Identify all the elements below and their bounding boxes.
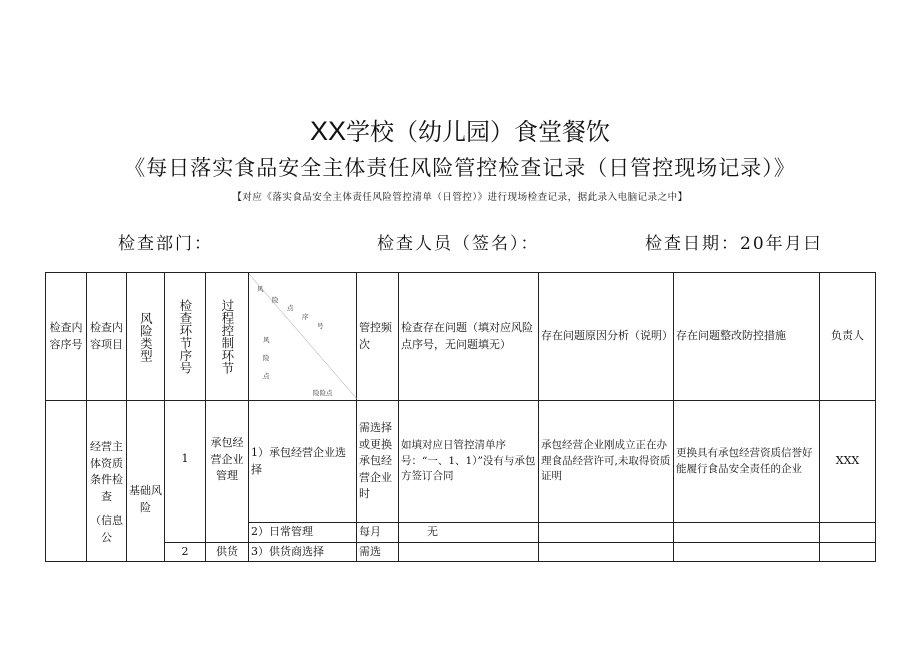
header-owner: 负责人 <box>820 273 876 401</box>
row-frequency: 需选 <box>357 542 399 562</box>
diag-top-char-1: 风 <box>257 285 264 293</box>
inspector-signature-field: 检查人员（签名）： <box>377 234 540 254</box>
diagonal-header-graphic <box>249 274 357 399</box>
row-risk-point: 1）承包经营企业选择 <box>249 401 357 523</box>
row-measure: 更换具有承包经营资质信誉好能履行食品安全责任的企业 <box>674 401 820 523</box>
diag-top-char-3: 点 <box>287 304 294 312</box>
inspection-info-line <box>0 229 920 253</box>
table-row <box>46 542 876 562</box>
row-owner <box>820 542 876 562</box>
header-issues: 检查存在问题（填对应风险点序号，无问题填无） <box>399 273 539 401</box>
diag-top-char-4: 序 <box>302 313 309 321</box>
header-risk-type: 风险类型 <box>138 311 154 362</box>
row-risk-point: 3）供货商选择 <box>249 542 357 562</box>
row-cause: 承包经营企业刚成立正在办理食品经营许可,未取得资质证明 <box>539 401 674 523</box>
header-frequency: 管控频次 <box>357 273 399 401</box>
diag-left-char-3: 点 <box>263 372 270 380</box>
header-risk-type-cell <box>127 273 165 401</box>
row-cause <box>539 542 674 562</box>
instruction-note: 【对应《落实食品安全主体责任风险管控清单（日管控）》进行现场检查记录，据此录入电脑记录之中】 <box>232 192 688 203</box>
row-item-cell <box>87 401 127 562</box>
diag-left-char-1: 风 <box>263 336 270 344</box>
row-risk-type: 基础风险 <box>127 401 165 562</box>
department-field: 检查部门： <box>118 234 213 254</box>
header-process-cell <box>206 273 249 401</box>
inspection-record-table <box>45 272 876 562</box>
document-title-line2: 《每日落实食品安全主体责任风险管控检查记录（日管控现场记录）》 <box>124 156 796 180</box>
row-item: 经营主体资质条件检查 <box>90 440 123 503</box>
row-process: 承包经营企业管理 <box>206 401 249 543</box>
row-process: 供货 <box>206 542 249 562</box>
diag-top-char-5: 号 <box>317 322 324 330</box>
header-seq: 检查内容序号 <box>46 273 87 401</box>
header-row <box>46 273 876 401</box>
header-risk-point-no: 检查环节序号 <box>177 299 193 374</box>
header-item: 检查内容项目 <box>87 273 127 401</box>
header-process: 过程控制环节 <box>219 299 235 374</box>
row-risk-point-no: 2 <box>165 542 206 562</box>
row-measure <box>674 542 820 562</box>
header-risk-point-no-cell <box>165 273 206 401</box>
header-causes: 存在问题原因分析（说明） <box>539 273 674 401</box>
row-risk-point: 2）日常管理 <box>249 523 357 543</box>
row-cause <box>539 523 674 543</box>
row-issue: 无 <box>399 523 539 543</box>
row-frequency: 每月 <box>357 523 399 543</box>
row-seq-cell <box>46 401 87 562</box>
row-owner <box>820 523 876 543</box>
school-name-placeholder: XX <box>309 116 347 146</box>
table-row <box>46 401 876 523</box>
diag-top-char-2: 险 <box>272 296 279 304</box>
row-issue: 如填对应日管控清单序号：“一、1、1）”没有与承包方签订合同 <box>399 401 539 523</box>
document-title-line1 <box>0 112 920 147</box>
header-diagonal-cell <box>249 273 357 401</box>
row-issue <box>399 542 539 562</box>
row-item-continued: （信息公 <box>90 514 123 544</box>
row-risk-point-no: 1 <box>165 401 206 543</box>
row-measure <box>674 523 820 543</box>
row-owner: XXX <box>820 401 876 523</box>
diag-bottom-label: 险险点 <box>313 389 333 397</box>
row-frequency: 需选择或更换承包经营企业时 <box>357 401 399 523</box>
title-line1-text: 学校（幼儿园）食堂餐饮 <box>346 118 611 146</box>
inspection-date-field: 检查日期：20年月曰 <box>645 234 823 254</box>
header-measures: 存在问题整改防控措施 <box>674 273 820 401</box>
diag-left-char-2: 险 <box>263 354 270 362</box>
